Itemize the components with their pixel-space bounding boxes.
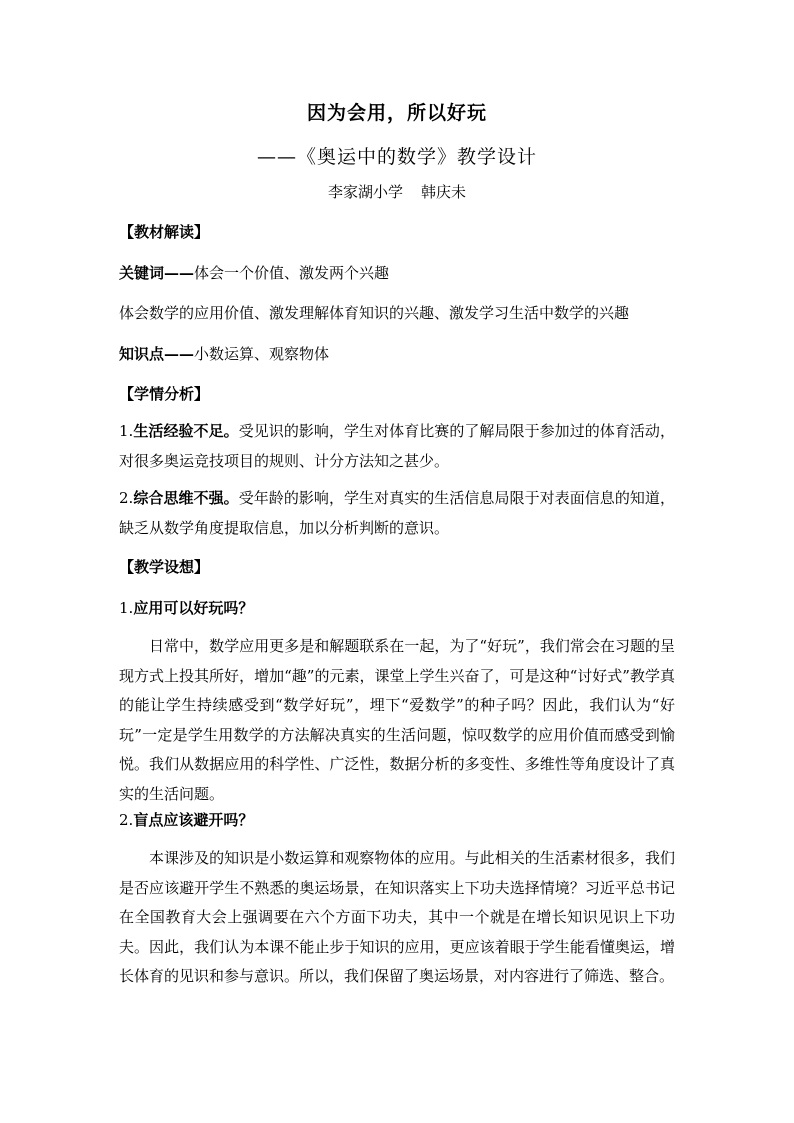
keyword-label: 关键词—— xyxy=(119,264,195,282)
analysis-item-2 xyxy=(119,484,675,543)
keyword-detail: 体会数学的应用价值、激发理解体育知识的兴趣、激发学习生活中数学的兴趣 xyxy=(119,304,630,322)
question-2-number: 2. xyxy=(119,811,134,829)
author-school: 李家湖小学 xyxy=(327,183,403,201)
question-2-heading xyxy=(119,809,679,830)
knowledge-text: 小数运算、观察物体 xyxy=(194,345,330,363)
question-2-title: 盲点应该避开吗？ xyxy=(133,811,254,829)
keyword-text: 体会一个价值、激发两个兴趣 xyxy=(194,264,390,282)
author-line xyxy=(0,181,794,202)
analysis-item-1-text: 受见识的影响，学生对体育比赛的了解局限于参加过的体育活动，对很多奥运竞技项目的规则、计分方法知之甚少。 xyxy=(119,422,675,470)
analysis-item-1-number: 1. xyxy=(119,422,134,440)
section-heading-design: 【教学设想】 xyxy=(119,558,210,576)
analysis-item-1 xyxy=(119,417,675,476)
knowledge-label: 知识点—— xyxy=(119,345,195,363)
question-1-number: 1. xyxy=(119,599,134,617)
analysis-item-2-text: 受年龄的影响，学生对真实的生活信息局限于对表面信息的知道，缺乏从数学角度提取信息，加以分析判断的意识。 xyxy=(119,489,675,537)
keyword-line xyxy=(119,262,679,283)
analysis-item-2-number: 2. xyxy=(119,489,134,507)
section-heading-textbook: 【教材解读】 xyxy=(119,223,210,241)
analysis-item-1-title: 生活经验不足。 xyxy=(133,422,239,440)
question-1-title: 应用可以好玩吗？ xyxy=(133,599,254,617)
author-name: 韩庆未 xyxy=(421,183,467,201)
section-heading-analysis: 【学情分析】 xyxy=(119,385,210,403)
question-1-heading xyxy=(119,597,679,618)
knowledge-line xyxy=(119,343,679,364)
document-title: 因为会用，所以好玩 xyxy=(306,102,487,124)
question-1-paragraph: 日常中，数学应用更多是和解题联系在一起，为了“好玩”，我们常会在习题的呈现方式上投其所好，增加“趣”的元素，课堂上学生兴奋了，可是这种“讨好式”教学真的能让学生持续感受到“数学好玩”，埋下“爱数学”的种子吗？因此，我们认为“好玩”一定是学生用数学的方法解决真实的生活问题，惊叹数学的应用价值而感受到愉悦。我们从数据应用的科学性、广泛性，数据分析的多变性、多维性等角度设计了真实的生活问题。 xyxy=(119,637,675,803)
analysis-item-2-title: 综合思维不强。 xyxy=(133,489,239,507)
question-2-paragraph: 本课涉及的知识是小数运算和观察物体的应用。与此相关的生活素材很多，我们是否应该避开学生不熟悉的奥运场景，在知识落实上下功夫选择情境？习近平总书记在全国教育大会上强调要在六个方面下功夫，其中一个就是在增长知识见识上下功夫。因此，我们认为本课不能止步于知识的应用，更应该着眼于学生能看懂奥运，增长体育的见识和参与意识。所以，我们保留了奥运场景，对内容进行了筛选、整合。 xyxy=(119,849,675,985)
document-subtitle: ——《奥运中的数学》教学设计 xyxy=(256,146,537,168)
